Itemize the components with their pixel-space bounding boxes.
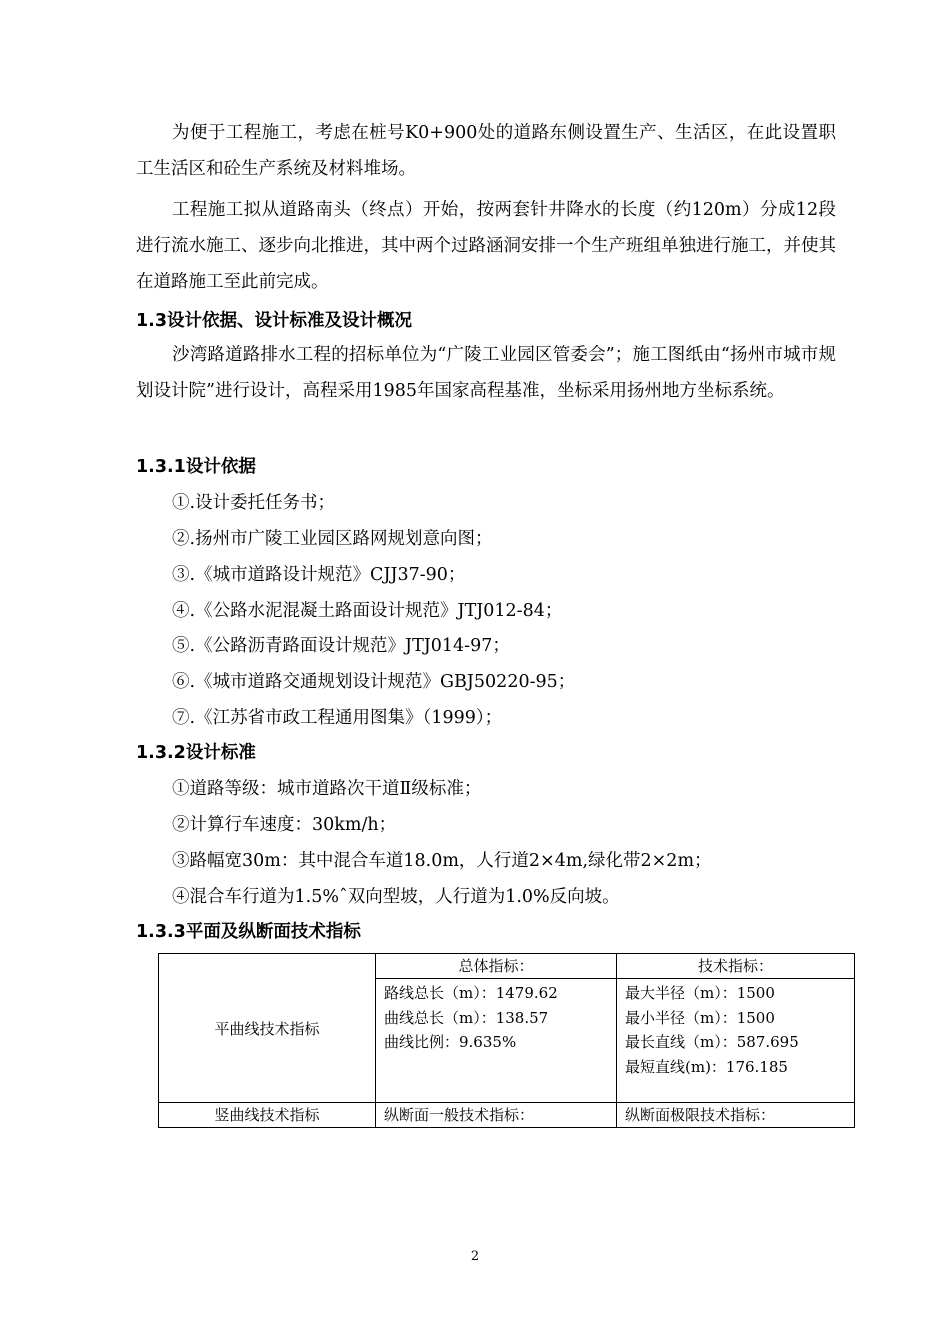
table-row bbox=[159, 954, 855, 979]
heading-1-3: 1.3设计依据、设计标准及设计概况 bbox=[136, 311, 412, 331]
table-value: 最短直线(m)：176.185 bbox=[625, 1057, 788, 1076]
basis-item: ⑦.《江苏省市政工程通用图集》（1999）； bbox=[172, 708, 503, 728]
technical-indicators-table bbox=[158, 953, 855, 1128]
column-header-technical: 技术指标： bbox=[617, 954, 855, 979]
basis-item: ④.《公路水泥混凝土路面设计规范》JTJ012-84； bbox=[172, 601, 563, 621]
basis-item: ⑤.《公路沥青路面设计规范》JTJ014-97； bbox=[172, 636, 510, 656]
table-value: 最大半径（m）：1500 bbox=[625, 984, 775, 1002]
table-value: 最长直线（m）：587.695 bbox=[625, 1033, 799, 1051]
paragraph-site-layout: 为便于工程施工，考虑在桩号K0+900处的道路东侧设置生产、生活区，在此设置职工生活区和砼生产系统及材料堆场。 bbox=[136, 123, 836, 179]
table-value: 最小半径（m）：1500 bbox=[625, 1008, 775, 1027]
standard-item: ②计算行车速度：30km/h； bbox=[172, 815, 397, 835]
heading-1-3-3: 1.3.3平面及纵断面技术指标 bbox=[136, 922, 361, 942]
paragraph-construction-sequence: 工程施工拟从道路南头（终点）开始，按两套针井降水的长度（约120m）分成12段进行流水施工、逐步向北推进，其中两个过路涵洞安排一个生产班组单独进行施工，并使其在道路施工至此前完成。 bbox=[136, 200, 836, 292]
basis-item: ①.设计委托任务书； bbox=[172, 493, 336, 513]
basis-item: ③.《城市道路设计规范》CJJ37-90； bbox=[172, 565, 466, 585]
basis-item: ⑥.《城市道路交通规划设计规范》GBJ50220-95； bbox=[172, 672, 576, 692]
table-row bbox=[159, 1103, 855, 1128]
heading-1-3-1: 1.3.1设计依据 bbox=[136, 457, 256, 477]
table-value: 路线总长（m）：1479.62 bbox=[384, 984, 558, 1002]
horizontal-curve-technical-cell bbox=[617, 979, 855, 1103]
table-value: 曲线总长（m）：138.57 bbox=[384, 1008, 549, 1027]
standard-item: ③路幅宽30m：其中混合车道18.0m，人行道2×4m,绿化带2×2m； bbox=[172, 851, 712, 871]
row-header-vertical-curve: 竖曲线技术指标 bbox=[159, 1103, 376, 1128]
row-header-horizontal-curve: 平曲线技术指标 bbox=[159, 954, 376, 1103]
column-header-overall: 总体指标： bbox=[376, 954, 617, 979]
heading-1-3-2: 1.3.2设计标准 bbox=[136, 743, 256, 763]
table-value: 曲线比例：9.635% bbox=[384, 1033, 517, 1051]
standard-item: ①道路等级：城市道路次干道Ⅱ级标准； bbox=[172, 779, 482, 799]
basis-item: ②.扬州市广陵工业园区路网规划意向图； bbox=[172, 529, 493, 549]
paragraph-design-overview: 沙湾路道路排水工程的招标单位为“广陵工业园区管委会”；施工图纸由“扬州市城市规划设计院”进行设计，高程采用1985年国家高程基准，坐标采用扬州地方坐标系统。 bbox=[136, 345, 836, 401]
vertical-curve-overall-cell: 纵断面一般技术指标： bbox=[376, 1103, 617, 1128]
vertical-curve-technical-cell: 纵断面极限技术指标： bbox=[617, 1103, 855, 1128]
horizontal-curve-overall-cell bbox=[376, 979, 617, 1103]
page-number: 2 bbox=[470, 1249, 480, 1264]
standard-item: ④混合车行道为1.5%ˆ双向型坡，人行道为1.0%反向坡。 bbox=[172, 887, 620, 907]
